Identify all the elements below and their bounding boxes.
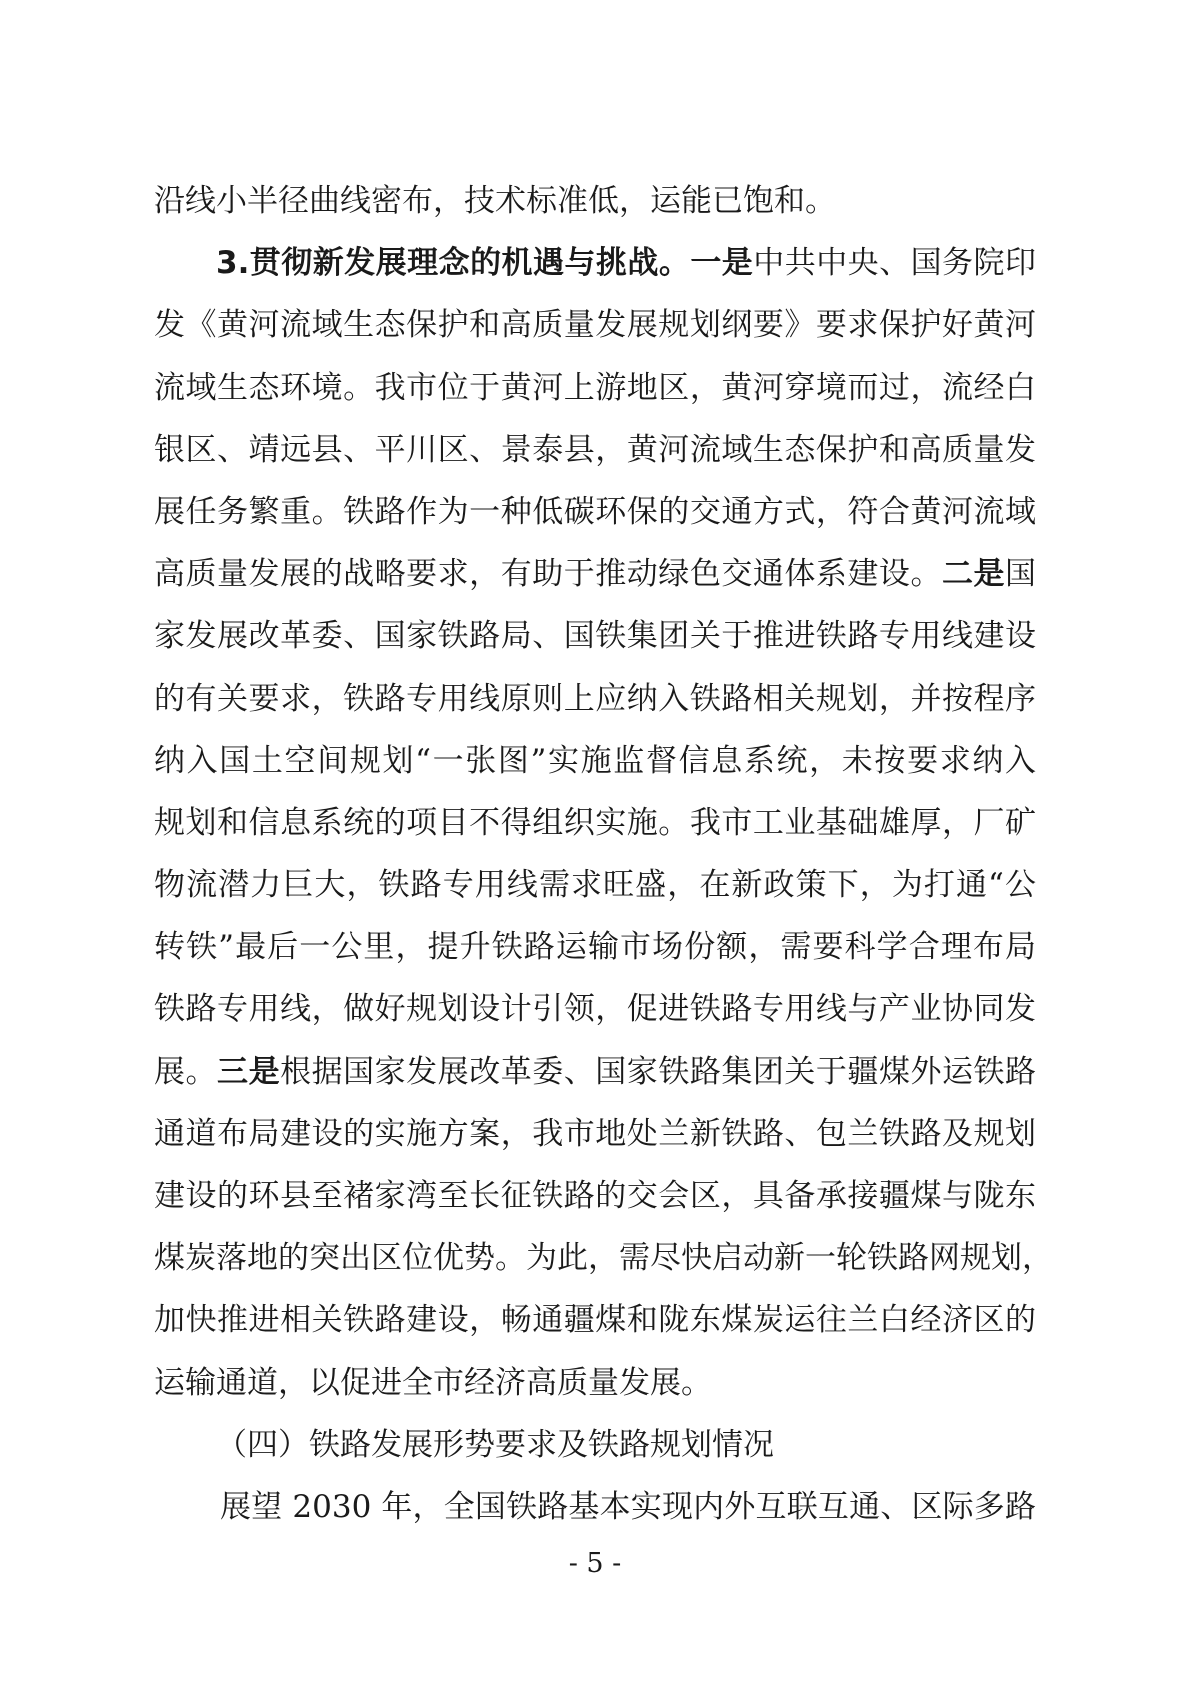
- text-line: 3.贯彻新发展理念的机遇与挑战。一是中共中央、国务院印: [216, 245, 1036, 282]
- text-line: 发《黄河流域生态保护和高质量发展规划纲要》要求保护好黄河: [154, 307, 1036, 344]
- text-line: 展任务繁重。铁路作为一种低碳环保的交通方式，符合黄河流域: [154, 493, 1036, 530]
- page-number: - 5 -: [568, 1548, 622, 1579]
- text-line: 展望 2030 年，全国铁路基本实现内外互联互通、区际多路: [220, 1488, 1036, 1525]
- text-line: 高质量发展的战略要求，有助于推动绿色交通体系建设。二是国: [154, 556, 1037, 593]
- section-heading: （四）铁路发展形势要求及铁路规划情况: [216, 1426, 774, 1463]
- text-line: 规划和信息系统的项目不得组织实施。我市工业基础雄厚，厂矿: [154, 804, 1036, 841]
- text-line: 流域生态环境。我市位于黄河上游地区，黄河穿境而过，流经白: [154, 369, 1036, 406]
- body-text: [154, 170, 1053, 1538]
- text-line: 通道布局建设的实施方案，我市地处兰新铁路、包兰铁路及规划: [154, 1115, 1036, 1152]
- text-line: 沿线小半径曲线密布，技术标准低，运能已饱和。: [154, 183, 836, 219]
- text-line: 加快推进相关铁路建设，畅通疆煤和陇东煤炭运往兰白经济区的: [154, 1302, 1036, 1339]
- text-line: 转铁”最后一公里，提升铁路运输市场份额，需要科学合理布局: [154, 929, 1036, 966]
- text-line: 煤炭落地的突出区位优势。为此，需尽快启动新一轮铁路网规划，: [154, 1240, 1053, 1277]
- text-line: 银区、靖远县、平川区、景泰县，黄河流域生态保护和高质量发: [154, 431, 1036, 468]
- text-line: 铁路专用线，做好规划设计引领，促进铁路专用线与产业协同发: [154, 991, 1036, 1028]
- text-line: 纳入国土空间规划“一张图”实施监督信息系统，未按要求纳入: [154, 742, 1036, 779]
- text-line: 展。三是根据国家发展改革委、国家铁路集团关于疆煤外运铁路: [154, 1053, 1037, 1090]
- bold-heading: 3.贯彻新发展理念的机遇与挑战。一是: [216, 245, 754, 282]
- text-line: 物流潜力巨大，铁路专用线需求旺盛，在新政策下，为打通“公: [154, 867, 1036, 904]
- text-line: 的有关要求，铁路专用线原则上应纳入铁路相关规划，并按程序: [154, 680, 1036, 717]
- bold-marker: 三是: [217, 1053, 281, 1090]
- bold-marker: 二是: [941, 556, 1006, 593]
- text-line: 家发展改革委、国家铁路局、国铁集团关于推进铁路专用线建设: [154, 618, 1036, 655]
- text-line: 建设的环县至褚家湾至长征铁路的交会区，具备承接疆煤与陇东: [154, 1178, 1036, 1214]
- text-line: 运输通道，以促进全市经济高质量发展。: [154, 1364, 712, 1401]
